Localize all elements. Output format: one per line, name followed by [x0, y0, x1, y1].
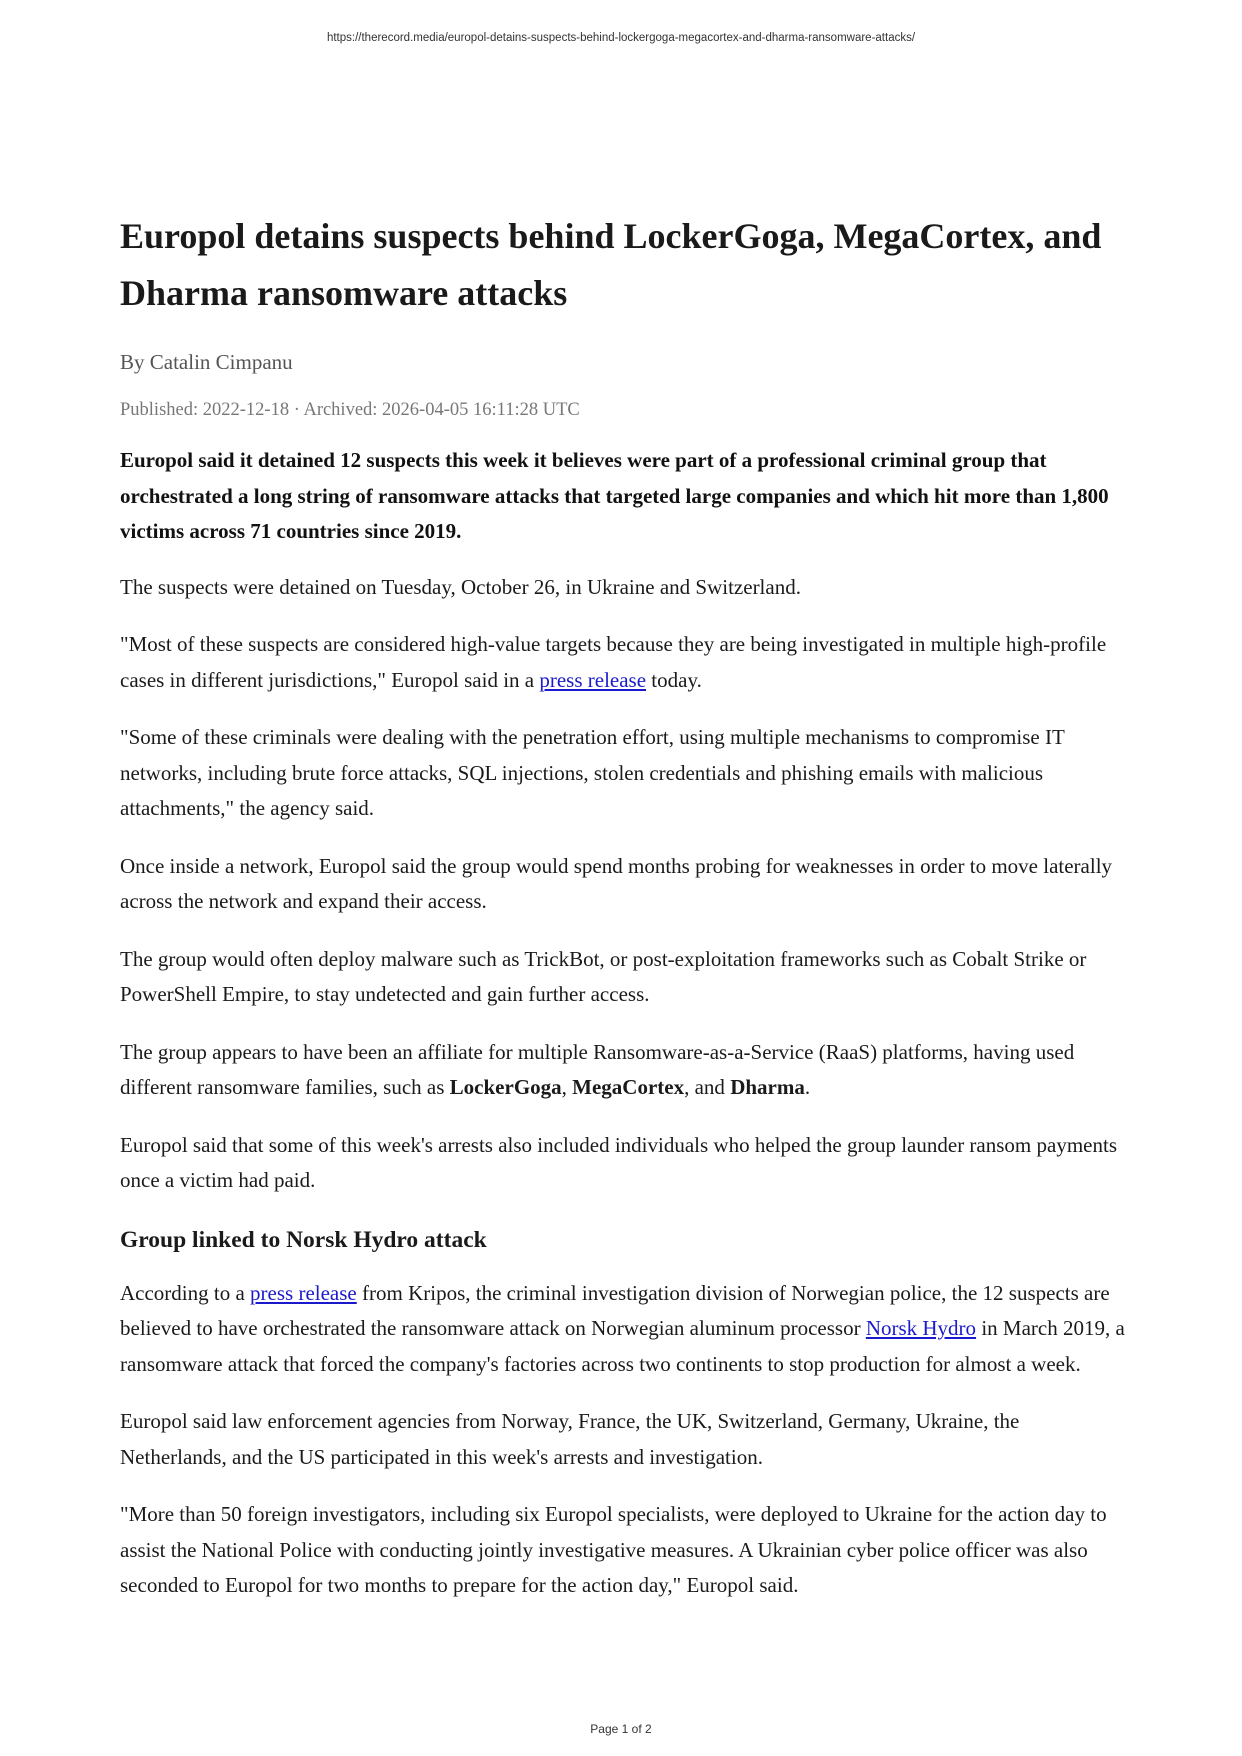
paragraph-6-separator-1: ,: [561, 1075, 573, 1099]
dharma-bold: Dharma: [730, 1075, 805, 1099]
paragraph-6-text-before: The group appears to have been an affiliate for multiple Ransomware-as-a-Service (RaaS) platforms, having used different ransomware families, such as: [120, 1039, 1075, 1099]
article-byline: By Catalin Cimpanu: [120, 350, 293, 374]
article-lede: Europol said it detained 12 suspects this week it believes were part of a professional criminal group that orchestrated a long string of ransomware attacks that targeted large companies and which hit more than 1,800 victims across 71 countries since 2019.: [120, 448, 1109, 543]
paragraph-5: The group would often deploy malware such as TrickBot, or post-exploitation frameworks such as Cobalt Strike or PowerShell Empire, to stay undetected and gain further access.: [120, 946, 1087, 1006]
paragraph-2-text-after: today.: [646, 667, 702, 692]
press-release-link-kripos[interactable]: press release: [250, 1280, 357, 1305]
page-footer: Page 1 of 2: [590, 1722, 652, 1736]
paragraph-8-text-before: According to a: [120, 1280, 251, 1305]
paragraph-8: [120, 1276, 1130, 1383]
paragraph-9: Europol said law enforcement agencies from Norway, France, the UK, Switzerland, Germany, Ukraine, the Netherlands, and the US participated in this week's arrests and investigation.: [120, 1409, 1020, 1469]
paragraph-6-text-after: .: [804, 1075, 811, 1099]
paragraph-4: Once inside a network, Europol said the group would spend months probing for weaknesses in order to move laterally across the network and expand their access.: [120, 853, 1113, 913]
paragraph-7: Europol said that some of this week's arrests also included individuals who helped the group launder ransom payments once a victim had paid.: [120, 1132, 1117, 1192]
paragraph-10: "More than 50 foreign investigators, including six Europol specialists, were deployed to Ukraine for the action day to assist the National Police with conducting jointly investigative measures. A Ukrainian cyber police officer was also seconded to Europol for two months to prepare for the action day," Europol said.: [120, 1502, 1107, 1597]
paragraph-3: "Some of these criminals were dealing with the penetration effort, using multiple mechanisms to compromise IT networks, including brute force attacks, SQL injections, stolen credentials and phishing emails with malicious attachments," the agency said.: [120, 725, 1065, 820]
megacortex-bold: MegaCortex: [572, 1075, 685, 1099]
paragraph-6: [120, 1035, 1130, 1106]
paragraph-1: The suspects were detained on Tuesday, October 26, in Ukraine and Switzerland.: [120, 574, 801, 599]
article-meta: Published: 2022-12-18 · Archived: 2026-04-05 16:11:28 UTC: [120, 400, 580, 420]
press-release-link-europol[interactable]: press release: [539, 667, 647, 692]
paragraph-8-text-after: in March 2019, a ransomware attack that forced the company's factories across two continents to stop production for almost a week.: [120, 1316, 1125, 1376]
paragraph-8-text-middle: from Kripos, the criminal investigation division of Norwegian police, the 12 suspects are believed to have orchestrated the ransomware attack on Norwegian aluminum processor: [120, 1280, 1110, 1340]
page-url-header: https://therecord.media/europol-detains-suspects-behind-lockergoga-megacortex-and-dharma-ransomware-attacks/: [326, 32, 916, 44]
article-title: Europol detains suspects behind LockerGoga, MegaCortex, and Dharma ransomware attacks: [120, 216, 1102, 313]
norsk-hydro-link[interactable]: Norsk Hydro: [865, 1316, 977, 1340]
article: [120, 208, 1130, 1604]
paragraph-2: [120, 627, 1130, 698]
section-heading: Group linked to Norsk Hydro attack: [120, 1226, 487, 1253]
paragraph-2-text-before: "Most of these suspects are considered high-value targets because they are being investigated in multiple high-profile cases in different jurisdictions," Europol said in a: [120, 632, 1107, 692]
paragraph-6-separator-2: , and: [684, 1075, 731, 1099]
lockergoga-bold: LockerGoga: [449, 1075, 562, 1099]
